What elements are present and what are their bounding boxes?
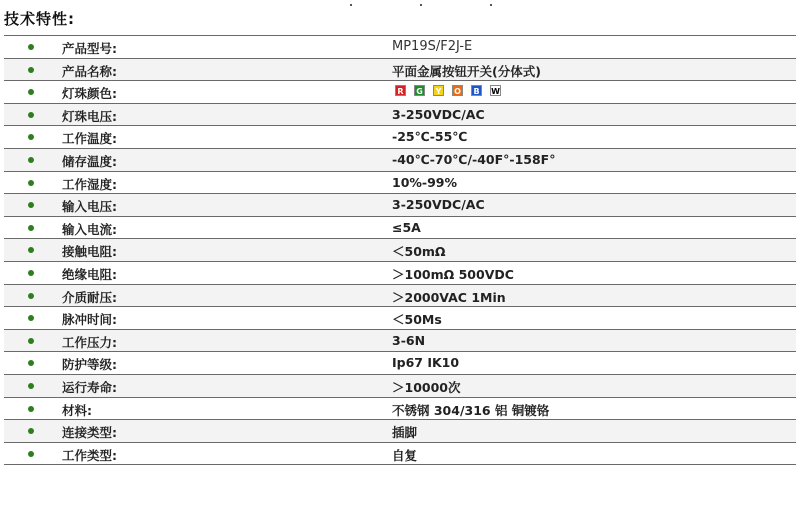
spec-label: 灯珠电压: — [62, 108, 117, 124]
spec-label: 工作温度: — [62, 131, 117, 147]
spec-label: 防护等级: — [62, 357, 117, 373]
spec-row — [4, 59, 796, 82]
spec-value: ＞100mΩ 500VDC — [392, 266, 514, 282]
spec-value: ＜50mΩ — [392, 244, 446, 260]
bullet-icon — [28, 180, 34, 186]
spec-row — [4, 104, 796, 127]
spec-row — [4, 172, 796, 195]
spec-label: 产品型号: — [62, 41, 117, 56]
bullet-icon — [28, 428, 34, 434]
spec-value: ＞10000次 — [392, 379, 461, 395]
spec-label: 储存温度: — [62, 153, 117, 169]
spec-label: 工作类型: — [62, 447, 117, 463]
bullet-icon — [28, 383, 34, 389]
spec-row — [4, 262, 796, 285]
spec-value: -25℃-55℃ — [392, 129, 468, 145]
spec-value: 平面金属按钮开关(分体式) — [392, 63, 541, 79]
spec-row — [4, 443, 796, 466]
spec-value: 10%-99% — [392, 174, 458, 190]
spec-label: 连接类型: — [62, 425, 117, 441]
spec-label: 产品名称: — [62, 63, 117, 79]
led-color-chip: R — [395, 85, 406, 96]
led-color-chips — [395, 85, 501, 96]
spec-table — [4, 35, 796, 465]
led-color-chip: B — [471, 85, 482, 96]
spec-row — [4, 194, 796, 217]
spec-label: 工作湿度: — [62, 176, 117, 192]
spec-value: ＞2000VAC 1Min — [392, 289, 506, 305]
bullet-icon — [28, 202, 34, 208]
spec-row — [4, 420, 796, 443]
bullet-icon — [28, 225, 34, 231]
spec-value: ＜50Ms — [392, 312, 442, 328]
bullet-icon — [28, 67, 34, 73]
spec-value: 3-250VDC/AC — [392, 106, 485, 122]
spec-value: 自复 — [392, 447, 418, 463]
spec-value: MP19S/F2J-E — [392, 39, 473, 54]
spec-value: -40℃-70℃/-40F°-158F° — [392, 151, 556, 167]
bullet-icon — [28, 270, 34, 276]
spec-row — [4, 217, 796, 240]
spec-row — [4, 239, 796, 262]
led-color-chip: Y — [433, 85, 444, 96]
bullet-icon — [28, 247, 34, 253]
spec-value: 插脚 — [392, 425, 418, 441]
spec-row — [4, 330, 796, 353]
bullet-icon — [28, 315, 34, 321]
led-color-chip: W — [491, 87, 500, 97]
led-color-chip: G — [414, 85, 425, 96]
spec-label: 输入电流: — [62, 221, 117, 237]
bullet-icon — [28, 293, 34, 299]
bullet-icon — [28, 112, 34, 118]
spec-label: 材料: — [62, 402, 92, 418]
bullet-icon — [28, 134, 34, 140]
bullet-icon — [28, 89, 34, 95]
bullet-icon — [28, 406, 34, 412]
spec-row — [4, 307, 796, 330]
spec-row — [4, 285, 796, 308]
spec-row — [4, 126, 796, 149]
bullet-icon — [28, 360, 34, 366]
spec-value: 3-250VDC/AC — [392, 197, 485, 213]
spec-label: 介质耐压: — [62, 289, 117, 305]
spec-value: Ip67 IK10 — [392, 355, 460, 371]
spec-label: 灯珠颜色: — [62, 86, 117, 102]
bullet-icon — [28, 157, 34, 163]
spec-row — [4, 398, 796, 421]
page-title: 技术特性: — [4, 10, 75, 28]
spec-row — [4, 149, 796, 172]
bullet-icon — [28, 451, 34, 457]
spec-label: 运行寿命: — [62, 379, 117, 395]
spec-row — [4, 352, 796, 375]
bullet-icon — [28, 44, 34, 50]
spec-label: 脉冲时间: — [62, 312, 117, 328]
spec-label: 绝缘电阻: — [62, 266, 117, 282]
bullet-icon — [28, 338, 34, 344]
led-color-chip: O — [452, 85, 463, 96]
spec-row — [4, 81, 796, 104]
spec-row — [4, 375, 796, 398]
spec-row — [4, 36, 796, 59]
spec-value: 3-6N — [392, 332, 426, 348]
spec-label: 工作压力: — [62, 334, 117, 350]
spec-label: 接触电阻: — [62, 244, 117, 260]
spec-value: 不锈钢 304/316 铝 铜镀铬 — [392, 402, 550, 418]
spec-label: 输入电压: — [62, 199, 117, 215]
decorative-dots — [350, 4, 500, 8]
spec-value: ≤5A — [392, 219, 421, 235]
